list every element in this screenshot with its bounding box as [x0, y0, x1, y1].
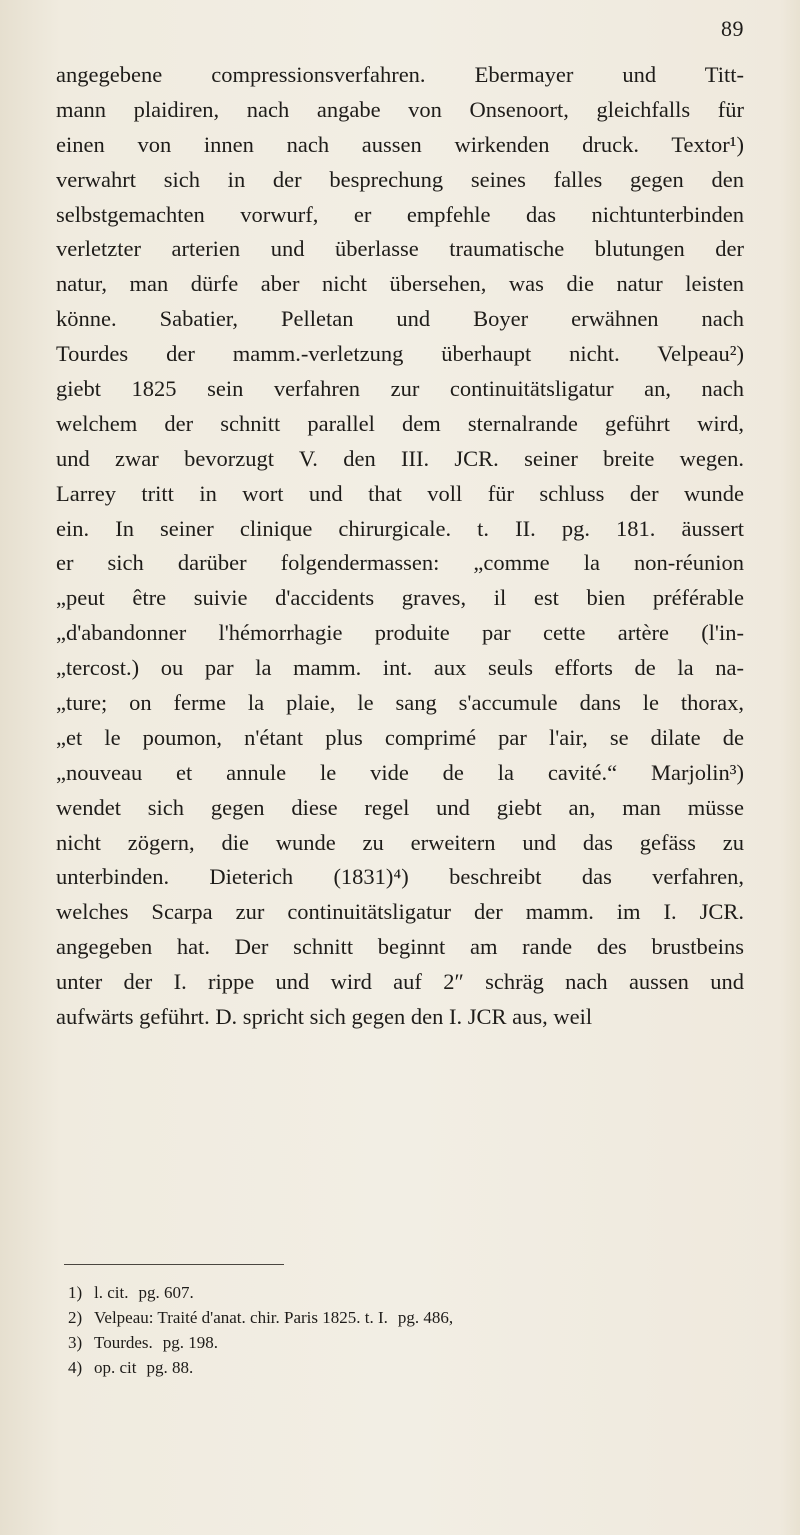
- text-line: könne. Sabatier, Pelletan und Boyer erwähnen nach: [56, 306, 744, 332]
- text-line: angegebene compressionsverfahren. Ebermayer und Titt-: [56, 62, 744, 87]
- footnote-number: 1): [68, 1283, 83, 1302]
- text-line: „et le poumon, n'étant plus comprimé par l'air, se dilate de: [56, 724, 744, 750]
- text-line: er sich darüber folgendermassen: „comme la non-réunion: [56, 550, 744, 576]
- text-line: Tourdes der mamm.-verletzung überhaupt nicht. Velpeau²): [56, 341, 744, 367]
- footnote-number: 3): [68, 1333, 83, 1352]
- footnote-page: pg. 88.: [146, 1358, 194, 1377]
- footnote-number: 2): [68, 1308, 83, 1327]
- body-text: [56, 58, 744, 1035]
- text-line: unterbinden. Dieterich (1831)⁴) beschreibt das verfahren,: [56, 864, 744, 890]
- text-line: wendet sich gegen diese regel und giebt an, man müsse: [56, 794, 744, 820]
- text-line: ein. In seiner clinique chirurgicale. t. II. pg. 181. äussert: [56, 515, 744, 541]
- text-line: Larrey tritt in wort und that voll für schluss der wunde: [56, 480, 744, 506]
- text-line: „nouveau et annule le vide de la cavité.“ Marjolin³): [56, 759, 744, 785]
- footnote-text: op. cit: [94, 1358, 137, 1377]
- text-line: welchem der schnitt parallel dem sternalrande geführt wird,: [56, 410, 744, 436]
- text-line: nicht zögern, die wunde zu erweitern und das gefäss zu: [56, 829, 744, 855]
- text-line: welches Scarpa zur continuitätsligatur der mamm. im I. JCR.: [56, 899, 744, 925]
- footnote-page: pg. 607.: [138, 1283, 194, 1302]
- text-line: natur, man dürfe aber nicht übersehen, was die natur leisten: [56, 271, 744, 297]
- text-line: selbstgemachten vorwurf, er empfehle das nichtunterbinden: [56, 201, 744, 227]
- text-line: „d'abandonner l'hémorrhagie produite par cette artère (l'in-: [56, 620, 744, 646]
- footnote: [68, 1330, 728, 1355]
- text-line: mann plaidiren, nach angabe von Onsenoort, gleichfalls für: [56, 96, 744, 122]
- page-number: 89: [721, 16, 744, 41]
- footnote-page: pg. 198.: [162, 1333, 219, 1352]
- text-line: aufwärts geführt. D. spricht sich gegen den I. JCR aus, weil: [56, 1004, 593, 1030]
- footnote: [68, 1280, 728, 1305]
- text-line: angegeben hat. Der schnitt beginnt am rande des brustbeins: [56, 934, 744, 960]
- footnote-text: l. cit.: [94, 1283, 129, 1302]
- footnote: [68, 1355, 728, 1380]
- text-line: und zwar bevorzugt V. den III. JCR. seiner breite wegen.: [56, 445, 744, 471]
- footnote-text: Tourdes.: [94, 1333, 153, 1352]
- footnote-rule: [64, 1264, 284, 1265]
- text-line: verwahrt sich in der besprechung seines falles gegen den: [56, 166, 744, 192]
- text-line: „tercost.) ou par la mamm. int. aux seuls efforts de la na-: [56, 655, 744, 681]
- footnotes: [68, 1280, 728, 1380]
- text-line: einen von innen nach aussen wirkenden druck. Textor¹): [56, 131, 744, 157]
- footnote: [68, 1305, 728, 1330]
- footnote-page: pg. 486,: [397, 1308, 454, 1327]
- text-line: „ture; on ferme la plaie, le sang s'accumule dans le thorax,: [56, 690, 744, 716]
- footnote-text: Velpeau: Traité d'anat. chir. Paris 1825. t. I.: [94, 1308, 388, 1327]
- text-line: giebt 1825 sein verfahren zur continuitätsligatur an, nach: [56, 376, 744, 402]
- text-line: verletzter arterien und überlasse traumatische blutungen der: [56, 236, 744, 262]
- text-line: „peut être suivie d'accidents graves, il est bien préférable: [56, 585, 744, 611]
- text-line: unter der I. rippe und wird auf 2″ schräg nach aussen und: [56, 969, 744, 995]
- footnote-number: 4): [68, 1358, 83, 1377]
